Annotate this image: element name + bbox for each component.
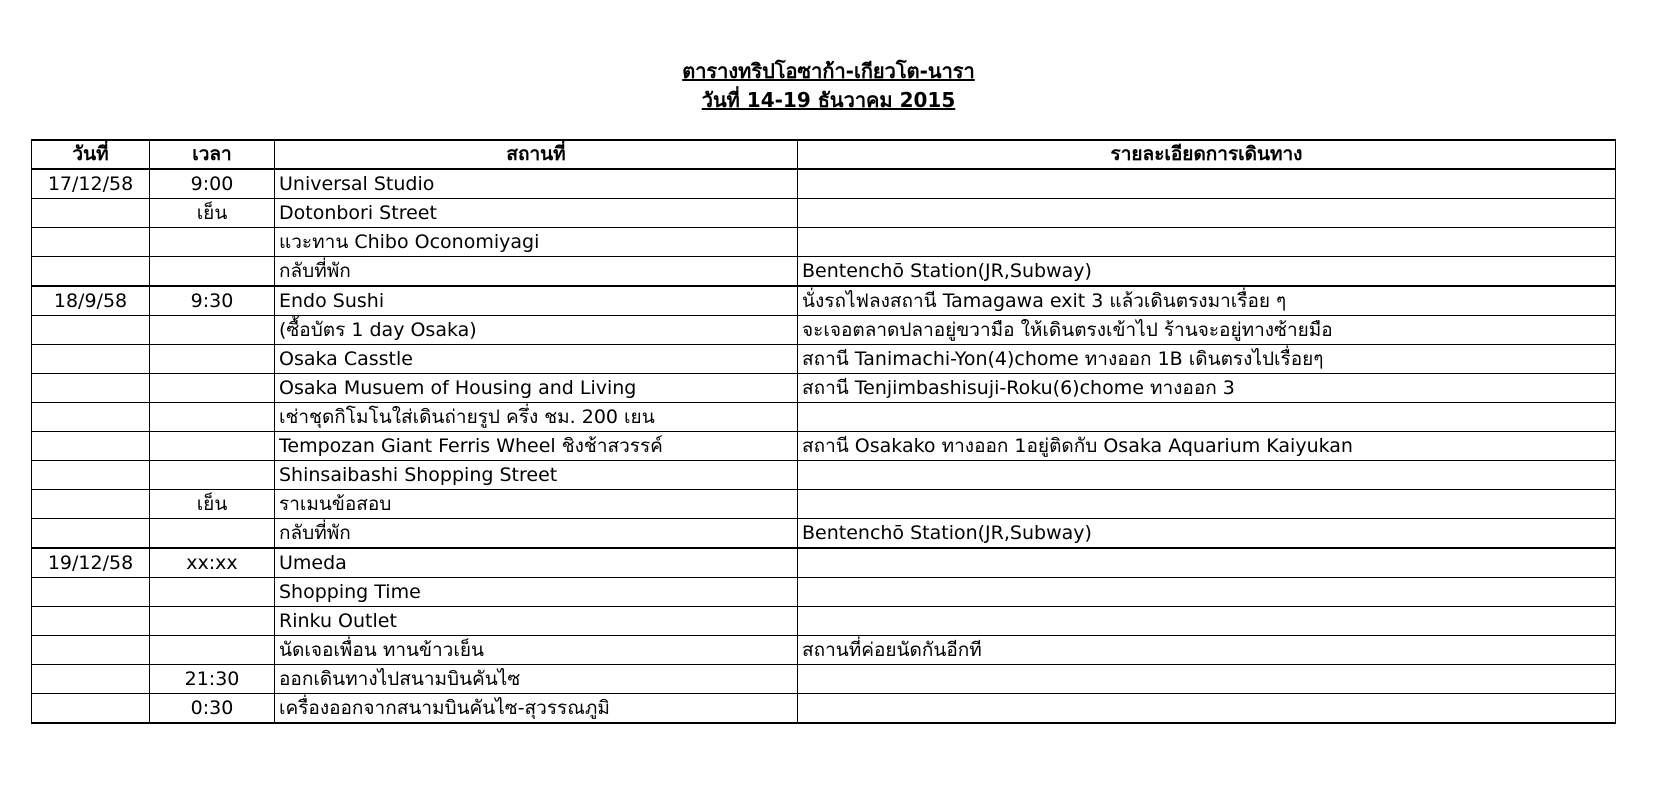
table-row (32, 257, 1616, 287)
cell-time (150, 228, 275, 257)
table-header-row (32, 140, 1616, 169)
cell-time: 21:30 (150, 665, 275, 694)
cell-time (150, 316, 275, 345)
cell-date (32, 665, 150, 694)
cell-place: Rinku Outlet (275, 607, 798, 636)
cell-place: เครื่องออกจากสนามบินคันไซ-สุวรรณภูมิ (275, 694, 798, 724)
table-row (32, 345, 1616, 374)
cell-date (32, 432, 150, 461)
cell-place: ออกเดินทางไปสนามบินคันไซ (275, 665, 798, 694)
cell-details (798, 607, 1616, 636)
table-row (32, 228, 1616, 257)
cell-place: Universal Studio (275, 169, 798, 199)
cell-place: เช่าชุดกิโมโนใส่เดินถ่ายรูป ครึ่ง ชม. 200 เยน (275, 403, 798, 432)
table-row (32, 636, 1616, 665)
cell-details (798, 665, 1616, 694)
cell-time: 9:30 (150, 286, 275, 316)
table-row (32, 403, 1616, 432)
cell-date (32, 228, 150, 257)
cell-place: กลับที่พัก (275, 257, 798, 287)
table-row (32, 490, 1616, 519)
cell-time (150, 374, 275, 403)
cell-date: 19/12/58 (32, 548, 150, 578)
cell-time (150, 519, 275, 549)
cell-time (150, 461, 275, 490)
cell-details: สถานี Tanimachi-Yon(4)chome ทางออก 1B เดินตรงไปเรื่อยๆ (798, 345, 1616, 374)
document-title: ตารางทริปโอซาก้า-เกียวโต-นารา (682, 59, 975, 83)
cell-date (32, 578, 150, 607)
cell-place: Osaka Musuem of Housing and Living (275, 374, 798, 403)
cell-place: ราเมนข้อสอบ (275, 490, 798, 519)
cell-place: Umeda (275, 548, 798, 578)
table-row (32, 665, 1616, 694)
table-row (32, 694, 1616, 724)
cell-details: สถานี Osakako ทางออก 1อยู่ติดกับ Osaka Aquarium Kaiyukan (798, 432, 1616, 461)
header-details: รายละเอียดการเดินทาง (798, 140, 1616, 169)
cell-time (150, 607, 275, 636)
table-row (32, 199, 1616, 228)
cell-time: xx:xx (150, 548, 275, 578)
cell-details: สถานที่ค่อยนัดกันอีกที (798, 636, 1616, 665)
cell-details (798, 228, 1616, 257)
cell-time (150, 578, 275, 607)
cell-time (150, 432, 275, 461)
cell-details (798, 548, 1616, 578)
cell-place: Dotonbori Street (275, 199, 798, 228)
table-row (32, 548, 1616, 578)
cell-details: จะเจอตลาดปลาอยู่ขวามือ ให้เดินตรงเข้าไป ร้านจะอยู่ทางซ้ายมือ (798, 316, 1616, 345)
cell-time (150, 636, 275, 665)
cell-details: นั่งรถไฟลงสถานี Tamagawa exit 3 แล้วเดินตรงมาเรื่อย ๆ (798, 286, 1616, 316)
table-row (32, 461, 1616, 490)
cell-time (150, 403, 275, 432)
cell-time: เย็น (150, 490, 275, 519)
table-row (32, 578, 1616, 607)
cell-time (150, 345, 275, 374)
table-row (32, 374, 1616, 403)
cell-place: Osaka Casstle (275, 345, 798, 374)
cell-place: Endo Sushi (275, 286, 798, 316)
cell-time (150, 257, 275, 287)
cell-date (32, 257, 150, 287)
cell-details (798, 578, 1616, 607)
cell-details: Bentenchō Station(JR,Subway) (798, 519, 1616, 549)
cell-details: Bentenchō Station(JR,Subway) (798, 257, 1616, 287)
header-time: เวลา (150, 140, 275, 169)
cell-place: นัดเจอเพื่อน ทานข้าวเย็น (275, 636, 798, 665)
cell-details (798, 169, 1616, 199)
table-row (32, 286, 1616, 316)
cell-date (32, 519, 150, 549)
cell-date: 18/9/58 (32, 286, 150, 316)
cell-time: เย็น (150, 199, 275, 228)
cell-place: Shopping Time (275, 578, 798, 607)
cell-date (32, 345, 150, 374)
cell-place: กลับที่พัก (275, 519, 798, 549)
cell-time: 0:30 (150, 694, 275, 724)
cell-details (798, 694, 1616, 724)
cell-place: แวะทาน Chibo Oconomiyagi (275, 228, 798, 257)
cell-date (32, 403, 150, 432)
cell-date (32, 461, 150, 490)
cell-date (32, 636, 150, 665)
cell-date (32, 490, 150, 519)
itinerary-table (31, 139, 1616, 724)
header-place: สถานที่ (275, 140, 798, 169)
table-row (32, 432, 1616, 461)
document-subtitle: วันที่ 14-19 ธันวาคม 2015 (701, 88, 956, 112)
table-row (32, 519, 1616, 549)
cell-date (32, 374, 150, 403)
cell-date (32, 199, 150, 228)
cell-time: 9:00 (150, 169, 275, 199)
header-date: วันที่ (32, 140, 150, 169)
cell-details: สถานี Tenjimbashisuji-Roku(6)chome ทางออก 3 (798, 374, 1616, 403)
table-row (32, 316, 1616, 345)
cell-place: (ซื้อบัตร 1 day Osaka) (275, 316, 798, 345)
cell-date: 17/12/58 (32, 169, 150, 199)
table-row (32, 169, 1616, 199)
cell-details (798, 490, 1616, 519)
cell-details (798, 461, 1616, 490)
table-row (32, 607, 1616, 636)
cell-place: Tempozan Giant Ferris Wheel ชิงช้าสวรรค์ (275, 432, 798, 461)
cell-date (32, 694, 150, 724)
cell-details (798, 403, 1616, 432)
cell-date (32, 316, 150, 345)
cell-details (798, 199, 1616, 228)
cell-place: Shinsaibashi Shopping Street (275, 461, 798, 490)
cell-date (32, 607, 150, 636)
